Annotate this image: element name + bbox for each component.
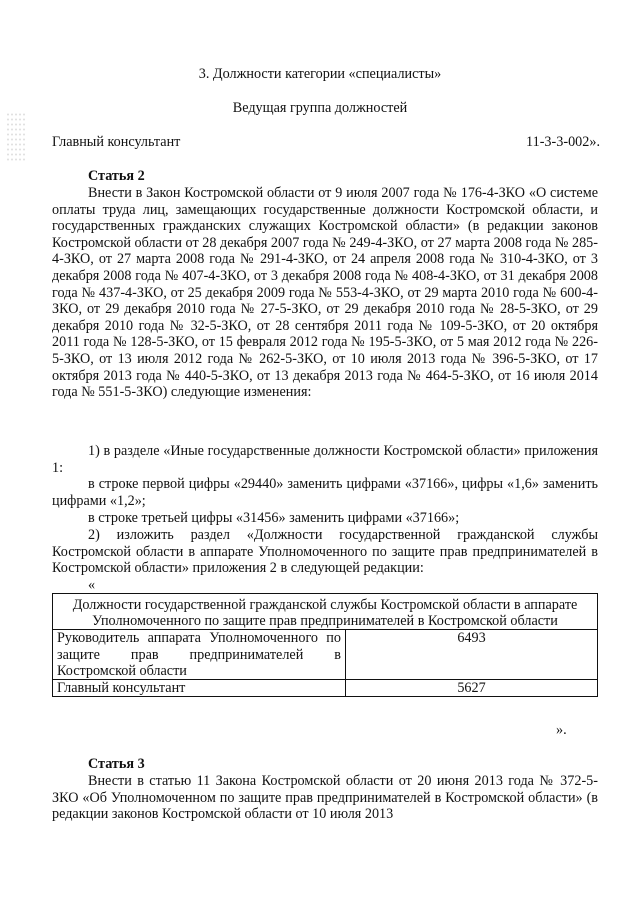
- salary-table: [52, 593, 598, 697]
- table-row: [53, 680, 598, 697]
- opening-quote: «: [88, 577, 96, 593]
- article-2-heading: Статья 2: [88, 168, 145, 184]
- scan-speckle: [6, 112, 26, 162]
- article-2-item-1-b: в строке третьей цифры «31456» заменить цифрами «37166»;: [88, 510, 460, 526]
- table-cell-position: Главный консультант: [53, 680, 346, 697]
- article-3-text: Внести в статью 11 Закона Костромской области от 20 июня 2013 года № 372-5-ЗКО «Об Уполномоченном по защите прав предпринимателей в Костромской области» (в редакции законов Костромской области от 10 июля 2013: [52, 773, 598, 823]
- article-2-intro: Внести в Закон Костромской области от 9 июля 2007 года № 176-4-ЗКО «О системе оплаты труда лиц, замещающих государственные должности Костромской области, и государственных гражданских служащих Костромской области» (в редакции законов Костромской области от 28 декабря 2007 года № 249-4-ЗКО, от 27 марта 2008 года № 285-4-ЗКО, от 27 марта 2008 года № 291-4-ЗКО, от 24 апреля 2008 года № 310-4-ЗКО, от 3 декабря 2008 года № 407-4-ЗКО, от 3 декабря 2008 года № 408-4-ЗКО, от 31 декабря 2008 года № 437-4-ЗКО, от 25 декабря 2009 года № 553-4-ЗКО, от 29 марта 2010 года № 600-4-ЗКО, от 29 декабря 2010 года № 27-5-ЗКО, от 29 декабря 2010 года № 28-5-ЗКО, от 29 декабря 2010 года № 32-5-ЗКО, от 28 сентября 2011 года № 109-5-ЗКО, от 20 октября 2011 года № 128-5-ЗКО, от 15 февраля 2012 года № 195-5-ЗКО, от 5 мая 2012 года № 226-5-ЗКО, от 13 июля 2012 года № 262-5-ЗКО, от 10 июля 2013 года № 396-5-ЗКО, от 17 октября 2013 года № 440-5-ЗКО, от 13 декабря 2013 года № 464-5-ЗКО, от 16 июля 2014 года № 551-5-ЗКО) следующие изменения:: [52, 185, 598, 401]
- group-title: Ведущая группа должностей: [232, 100, 408, 116]
- closing-quote: ».: [556, 722, 567, 738]
- table-cell-position: Руководитель аппарата Уполномоченного по защите прав предпринимателей в Костромской области: [53, 630, 346, 680]
- table-cell-salary: 5627: [346, 680, 598, 697]
- table-cell-salary: 6493: [346, 630, 598, 680]
- table-row: [53, 630, 598, 680]
- article-2-item-2: 2) изложить раздел «Должности государственной гражданской службы Костромской области в аппарате Уполномоченного по защите прав предпринимателей в Костромской области» приложения 2 в следующей редакции:: [52, 527, 598, 577]
- position-code: 11-3-3-002».: [526, 134, 600, 150]
- position-name: Главный консультант: [52, 134, 181, 150]
- table-header-cell: Должности государственной гражданской службы Костромской области в аппарате Уполномоченного по защите прав предпринимателей в Костромской области: [53, 594, 598, 630]
- section-title: 3. Должности категории «специалисты»: [198, 66, 442, 82]
- article-2-item-1-a: в строке первой цифры «29440» заменить цифрами «37166», цифры «1,6» заменить цифрами «1,2»;: [52, 476, 598, 509]
- article-3-heading: Статья 3: [88, 756, 145, 772]
- table-header-row: [53, 594, 598, 630]
- article-2-item-1: 1) в разделе «Иные государственные должности Костромской области» приложения 1:: [52, 443, 598, 476]
